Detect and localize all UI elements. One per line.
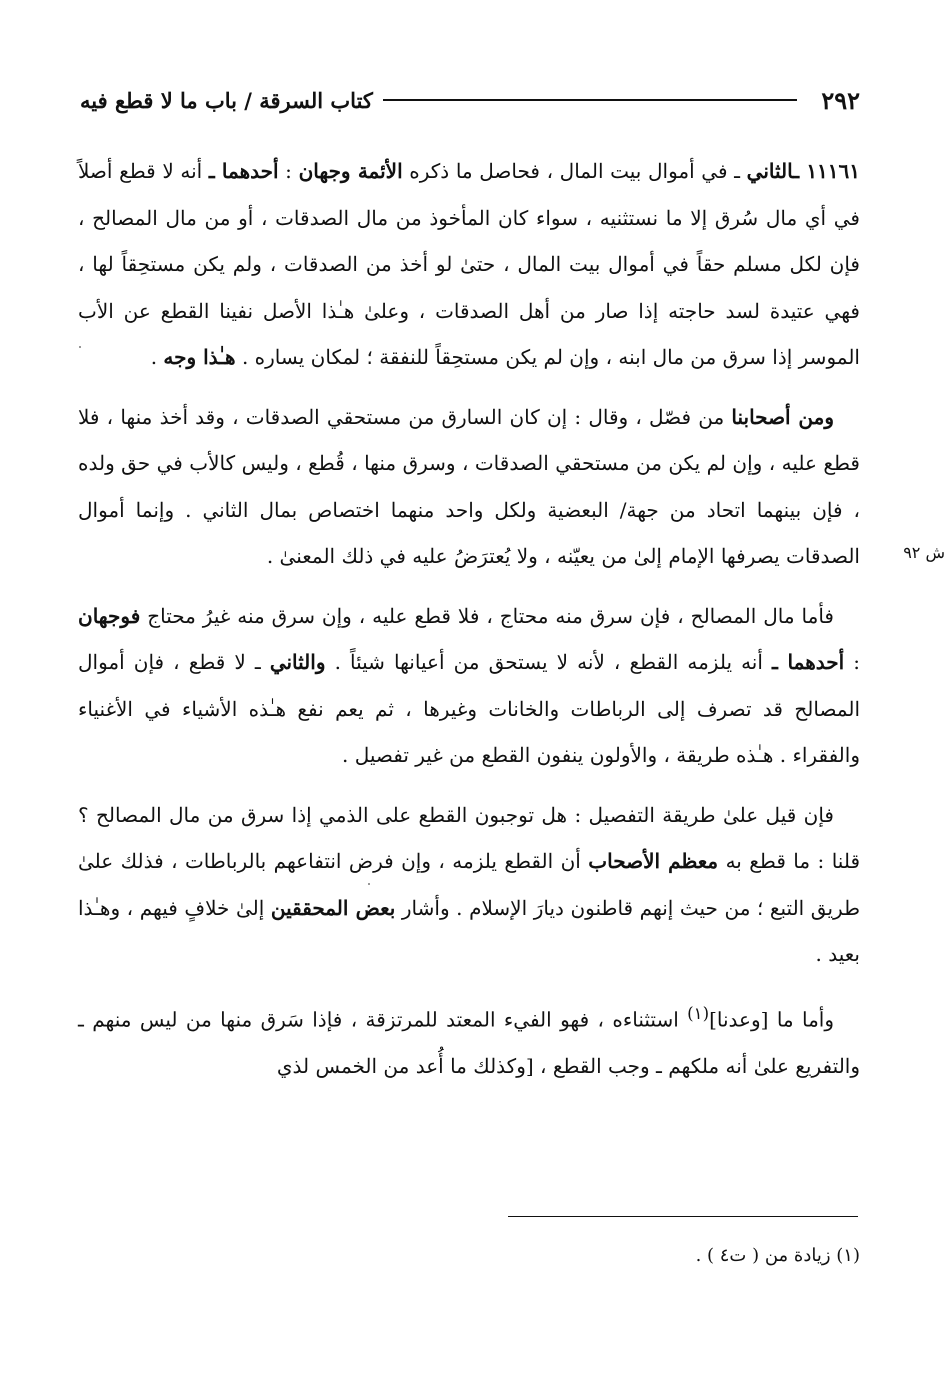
text-run: : bbox=[844, 650, 860, 674]
text-run: استثناءه ، فهو الفيء المعتد للمرتزقة ، فإذا سَرق منها من ليس منهم ـ والتفريع علىٰ أنه ملكهم ـ وجب القطع ، [وكذلك ما أُعد من الخمس لذي bbox=[78, 1007, 860, 1078]
text-run: فإن قيل علىٰ طريقة التفصيل : هل توجبون القطع على الذمي إذا سرق من مال المصالح ؟ قلنا : ما قطع به bbox=[78, 802, 861, 873]
header-rule bbox=[383, 99, 797, 101]
margin-folio-note: ش ٩٢ bbox=[903, 543, 945, 562]
paragraph-1 bbox=[78, 148, 860, 381]
bold-term: فوجهان bbox=[78, 603, 141, 628]
footnote-text: زيادة من ( ت٤ ) . bbox=[695, 1245, 831, 1266]
text-run: أن القطع يلزمه ، وإن فرض انتفاعهم بالرباطات ، فذلك علىٰ طريق التبع ؛ من حيث إنهم قاطنون ديارَ الإسلام . وأشار bbox=[78, 849, 860, 920]
text-run: وأما ما [وعدنا] bbox=[709, 1007, 835, 1032]
bold-term: هـٰذا وجه bbox=[163, 345, 236, 369]
text-run: . bbox=[150, 345, 164, 369]
paragraph-3 bbox=[78, 593, 860, 779]
paragraph-5 bbox=[78, 991, 860, 1090]
page-header bbox=[80, 82, 860, 118]
bold-term: والثاني bbox=[269, 650, 326, 674]
bold-term: أحدهما ـ bbox=[208, 159, 279, 183]
main-text bbox=[78, 148, 860, 1102]
text-run: ـ في أموال بيت المال ، فحاصل ما ذكره bbox=[402, 159, 747, 183]
bold-term: بعض المحققين bbox=[270, 895, 396, 920]
text-run: فأما مال المصالح ، فإن سرق منه محتاج ، فلا قطع عليه ، وإن سرق منه غيرُ محتاج bbox=[140, 603, 834, 628]
paragraph-2 bbox=[78, 394, 860, 580]
paragraph-4 bbox=[78, 792, 860, 978]
scan-speck bbox=[368, 883, 370, 885]
bold-term: معظم الأصحاب bbox=[588, 849, 719, 873]
footnote bbox=[480, 1245, 860, 1266]
lead-term: الثاني bbox=[746, 159, 794, 183]
text-run: : bbox=[278, 159, 299, 183]
section-number: ١١١٦١ ـ bbox=[793, 159, 861, 183]
footnote-reference: (١) bbox=[687, 1003, 710, 1023]
lead-term: ومن أصحابنا bbox=[731, 404, 835, 429]
chapter-title: كتاب السرقة / باب ما لا قطع فيه bbox=[80, 87, 373, 113]
scan-speck bbox=[79, 346, 81, 348]
text-run: إلىٰ خلافٍ فيهم ، وهـٰذا بعيد . bbox=[78, 895, 860, 966]
bold-term: الأئمة وجهان bbox=[298, 159, 403, 183]
text-run: من فصّل ، وقال : إن كان السارق من مستحقي الصدقات ، وقد أخذ منها ، فلا قطع عليه ، وإن لم يكن من مستحقي الصدقات ، وسرق منها ، قُطع ، وليس كالأب في حق ولده ، فإن بينهما اتحاد من جهة/ البعضية ولكل واحد منهما اختصاص بمال الثاني . وإنما أموال الصدقات يصرفها الإمام إلىٰ من يعيّنه ، ولا يُعترَضُ عليه في ذلك المعنىٰ . bbox=[78, 404, 860, 568]
footnote-marker: (١) bbox=[836, 1245, 860, 1266]
text-run: أنه يلزمه القطع ، لأنه لا يستحق من أعيانها شيئاً . bbox=[325, 650, 773, 674]
page-number: ٢٩٢ bbox=[821, 85, 860, 115]
text-run: أنه لا قطع أصلاً في أي مال سُرق إلا ما نستثنيه ، سواء كان المأخوذ من مال الصدقات ، أو من مال المصالح ، فإن لكل مسلم حقاً في أموال بيت المال ، حتىٰ لو أخذ من الصدقات ، ولم يكن مستحِقاً لها ، فهي عتيدة لسد حاجته إذا صار من أهل الصدقات ، وعلىٰ هـٰذا الأصل نفينا القطع عن الأب الموسر إذا سرق من مال ابنه ، وإن لم يكن مستحِقاً للنفقة ؛ لمكان يساره . bbox=[78, 159, 860, 369]
footnote-separator bbox=[508, 1216, 858, 1217]
text-run: ـ لا قطع ، فإن أموال المصالح قد تصرف إلى الرباطات والخانات وغيرها ، ثم يعم نفع هـٰذه الأشياء في الأغنياء والفقراء . هـٰذه طريقة ، والأولون ينفون القطع من غير تفصيل . bbox=[78, 650, 860, 767]
bold-term: أحدهما ـ bbox=[772, 650, 845, 674]
